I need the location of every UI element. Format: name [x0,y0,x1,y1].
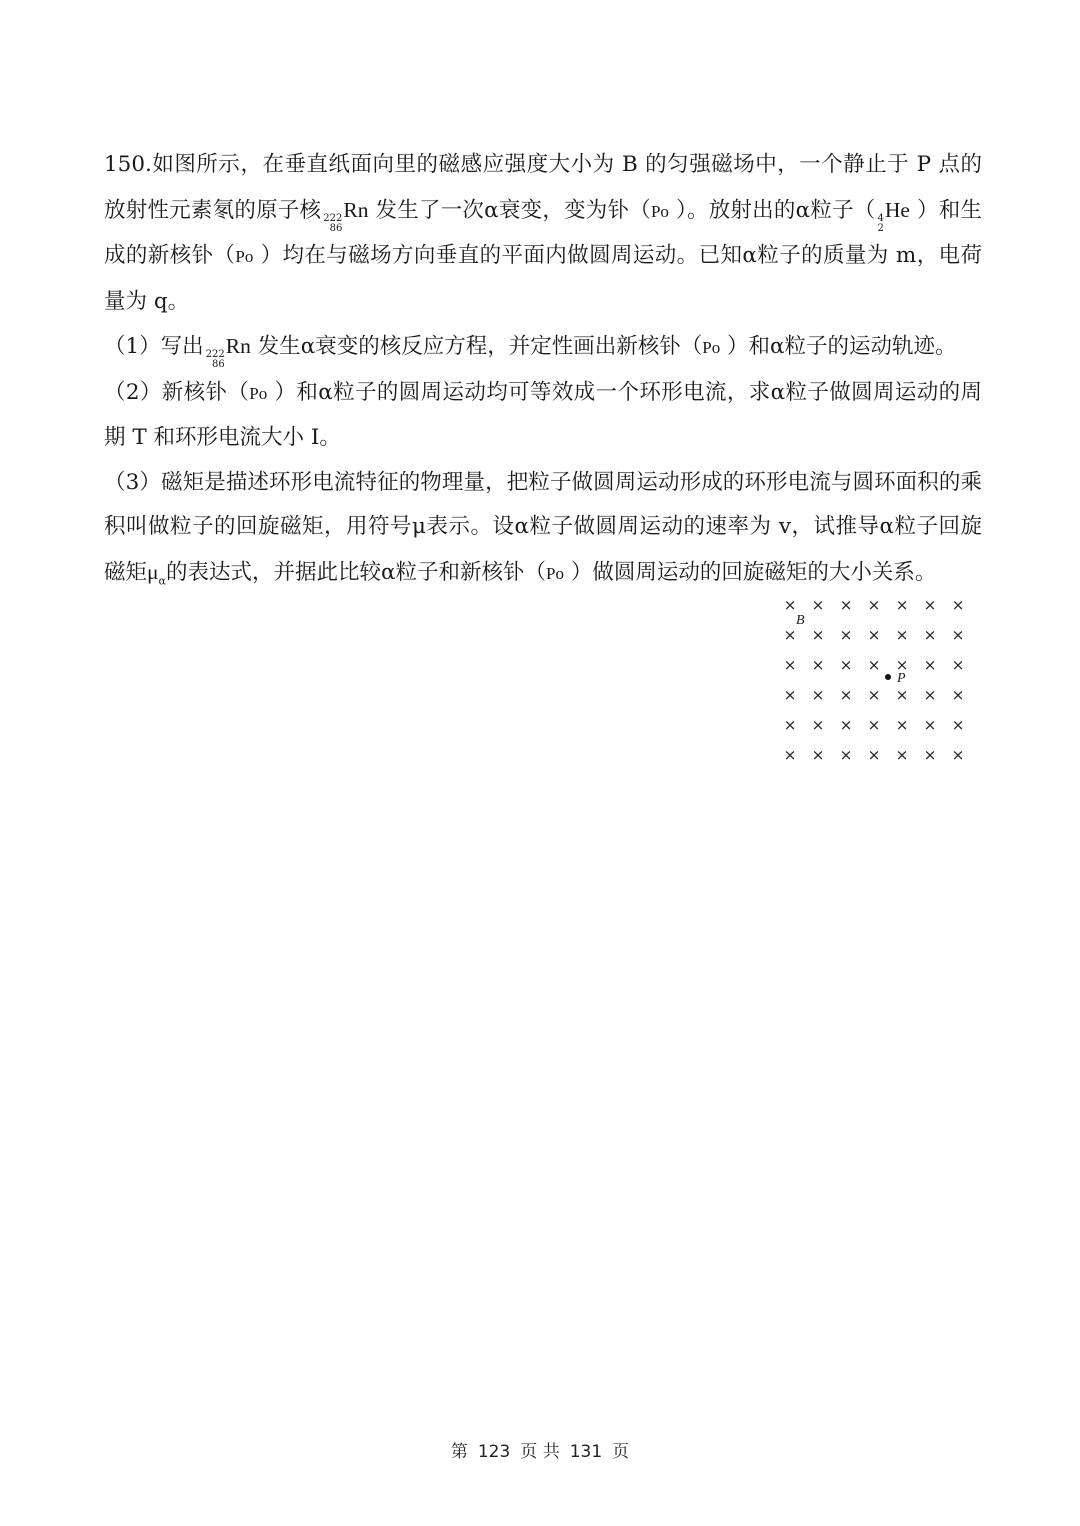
po-symbol: Po [235,247,254,266]
mu-subscript: α [158,573,166,587]
question-1: （1）写出 222 86 Rn 发生α衰变的核反应方程，并定性画出新核钋（Po ）和α粒子的运动轨迹。 [104,334,957,370]
page-footer: 第 123 页 共 131 页 [450,1442,630,1462]
problem-number: 150. [104,152,152,177]
field-cross-mark: × [923,626,937,644]
field-cross-mark: × [867,686,881,704]
field-cross-mark: × [951,626,965,644]
field-cross-mark: × [811,626,825,644]
field-cross-mark: × [895,626,909,644]
he-symbol: He [884,197,910,222]
field-cross-mark: × [867,746,881,764]
field-cross-mark: × [895,746,909,764]
field-cross-mark: × [811,686,825,704]
field-cross-mark: × [811,596,825,614]
field-cross-mark: × [951,716,965,734]
field-cross-mark: × [867,596,881,614]
problem-text [104,143,982,603]
field-cross-mark: × [923,596,937,614]
field-cross-mark: × [867,626,881,644]
field-cross-mark: × [951,596,965,614]
field-cross-mark: × [895,596,909,614]
field-cross-mark: × [783,686,797,704]
magnetic-field-figure [778,588,978,764]
field-cross-mark: × [951,686,965,704]
field-cross-mark: × [867,716,881,734]
field-cross-mark: × [923,746,937,764]
field-cross-mark: × [783,746,797,764]
rn-symbol: Rn [225,334,251,358]
field-cross-grid [784,596,965,764]
point-p-dot [885,674,891,680]
field-cross-mark: × [839,686,853,704]
field-cross-mark: × [839,626,853,644]
field-cross-mark: × [839,716,853,734]
field-cross-mark: × [923,686,937,704]
field-cross-mark: × [839,656,853,674]
field-cross-mark: × [783,716,797,734]
field-cross-mark: × [923,656,937,674]
field-cross-mark: × [839,746,853,764]
field-cross-mark: × [895,686,909,704]
field-cross-mark: × [839,596,853,614]
po-symbol: Po [546,563,564,583]
field-cross-mark: × [783,596,797,614]
problem-intro: 150.如图所示，在垂直纸面向里的磁感应强度大小为 B 的匀强磁场中，一个静止于 P 点的放射性元素氡的原子核 222 86 Rn 发生了一次α衰变，变为钋（Po ）。放射出的α粒子（ 4 2 He ）和生成的新核钋（Po ）均在与磁场方向垂直的平面内做圆周运动。已知α粒子的质量为 m，电荷量为 q。 [104,152,982,314]
field-cross-mark: × [783,626,797,644]
total-pages: 131 [569,1442,603,1462]
field-cross-mark: × [867,656,881,674]
question-3: （3）磁矩是描述环形电流特征的物理量，把粒子做圆周运动形成的环形电流与圆环面积的乘积叫做粒子的回旋磁矩，用符号μ表示。设α粒子做圆周运动的速率为 v，试推导α粒子回旋磁矩$\mu_\alpha$的表达式，并据此比较α粒子和新核钋（Po ）做圆周运动的回旋磁矩的大小关系。 [104,469,982,587]
point-label-p: P [897,671,906,686]
he-isotope-numbers: 4 2 [877,212,884,234]
field-cross-mark: × [811,716,825,734]
rn-isotope-numbers: 222 86 [323,212,343,234]
page-number: 123 [477,1442,511,1462]
field-cross-mark: × [951,746,965,764]
po-symbol: Po [249,383,268,403]
field-cross-mark: × [895,716,909,734]
field-cross-mark: × [783,656,797,674]
po-symbol: Po [650,201,669,221]
field-cross-mark: × [923,716,937,734]
field-cross-mark: × [951,656,965,674]
po-symbol: Po [702,338,721,357]
question-2: （2）新核钋（Po ）和α粒子的圆周运动均可等效成一个环形电流，求α粒子做圆周运动的周期 T 和环形电流大小 I。 [104,379,982,450]
rn-symbol: Rn [343,197,369,222]
field-label-b: B [796,613,805,628]
field-cross-mark: × [811,656,825,674]
field-cross-mark: × [895,656,909,674]
mu-symbol: μ [147,559,159,584]
field-cross-mark: × [811,746,825,764]
rn-isotope-numbers: 222 86 [205,349,225,370]
